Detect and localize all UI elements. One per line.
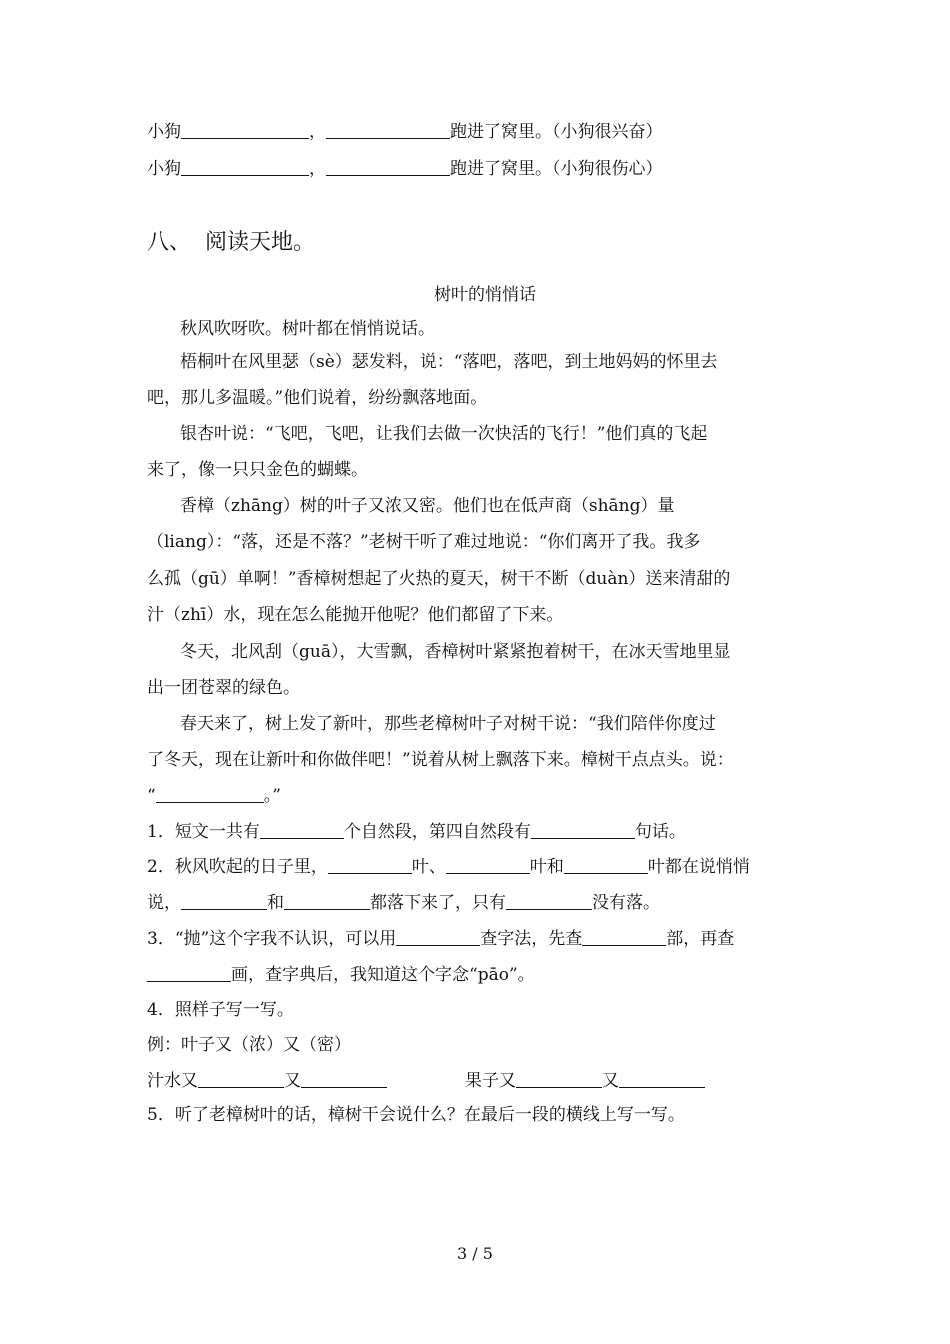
answer-blank[interactable] — [156, 784, 264, 803]
passage-line: 了冬天，现在让新叶和你做伴吧！”说着从树上飘落下来。樟树干点点头。说： — [147, 750, 734, 770]
passage-line: 春天来了，树上发了新叶，那些老樟树叶子对树干说：“我们陪伴你度过 — [180, 714, 716, 734]
question-4-items: 汁水又 又 果子又 又 — [147, 1069, 830, 1093]
passage-quote-line: “ 。” — [147, 786, 281, 806]
answer-blank[interactable] — [396, 927, 480, 946]
answer-blank[interactable] — [181, 157, 309, 176]
passage-line: 汁（zhī）水，现在怎么能抛开他呢？他们都留了下来。 — [147, 605, 564, 625]
answer-blank[interactable] — [181, 120, 309, 139]
fill-line-sad: 小狗 ， 跑进了窝里。（小狗很伤心） — [147, 159, 663, 179]
passage-line: 秋风吹呀吹。树叶都在悄悄说话。 — [180, 319, 435, 339]
answer-blank[interactable] — [198, 1069, 284, 1088]
question-5: 5．听了老樟树叶的话，樟树干会说什么？在最后一段的横线上写一写。 — [147, 1105, 685, 1125]
question-2: 2．秋风吹起的日子里， 叶、 叶和 叶都在说悄悄 — [147, 857, 750, 877]
answer-blank[interactable] — [619, 1069, 705, 1088]
question-1: 1．短文一共有 个自然段，第四自然段有 句话。 — [147, 822, 686, 842]
answer-blank[interactable] — [260, 820, 344, 839]
question-4-example: 例：叶子又（浓）又（密） — [147, 1035, 351, 1055]
answer-blank[interactable] — [564, 855, 648, 874]
passage-line: 么孤（gū）单啊！”香樟树想起了火热的夏天，树干不断（duàn）送来清甜的 — [147, 569, 731, 589]
answer-blank[interactable] — [147, 963, 231, 982]
passage-line: 银杏叶说：“飞吧，飞吧，让我们去做一次快活的飞行！”他们真的飞起 — [180, 424, 708, 444]
answer-blank[interactable] — [284, 891, 370, 910]
answer-blank[interactable] — [326, 157, 450, 176]
passage-line: 香樟（zhāng）树的叶子又浓又密。他们也在低声商（shāng）量 — [180, 496, 675, 516]
passage-line: 来了，像一只只金色的蝴蝶。 — [147, 460, 368, 480]
answer-blank[interactable] — [301, 1069, 387, 1088]
answer-blank[interactable] — [516, 1069, 602, 1088]
answer-blank[interactable] — [531, 820, 635, 839]
answer-blank[interactable] — [181, 891, 267, 910]
passage-title: 树叶的悄悄话 — [434, 285, 536, 305]
passage-line: 冬天，北风刮（guā），大雪飘，香樟树叶紧紧抱着树干，在冰天雪地里显 — [180, 642, 731, 662]
answer-blank[interactable] — [326, 120, 450, 139]
passage-line: 出一团苍翠的绿色。 — [147, 678, 300, 698]
answer-blank[interactable] — [582, 927, 666, 946]
answer-blank[interactable] — [506, 891, 592, 910]
question-2-cont: 说， 和 都落下来了，只有 没有落。 — [147, 893, 660, 913]
passage-line: 梧桐叶在风里瑟（sè）瑟发料，说：“落吧，落吧，到土地妈妈的怀里去 — [180, 352, 718, 372]
answer-blank[interactable] — [446, 855, 530, 874]
page-number: 3 / 5 — [457, 1244, 493, 1263]
answer-blank[interactable] — [328, 855, 412, 874]
passage-line: 吧，那儿多温暖。”他们说着，纷纷飘落地面。 — [147, 388, 488, 408]
section-heading: 八、 阅读天地。 — [147, 230, 316, 255]
question-3-cont: 画，查字典后，我知道这个字念“pāo”。 — [147, 963, 830, 987]
question-3: 3．“抛”这个字我不认识，可以用 查字法，先查 部，再查 — [147, 929, 735, 949]
fill-line-excited: 小狗 ， 跑进了窝里。（小狗很兴奋） — [147, 122, 663, 142]
question-4: 4．照样子写一写。 — [147, 1000, 294, 1020]
passage-line: （liang）：“落，还是不落？”老树干听了难过地说：“你们离开了我。我多 — [147, 532, 701, 552]
